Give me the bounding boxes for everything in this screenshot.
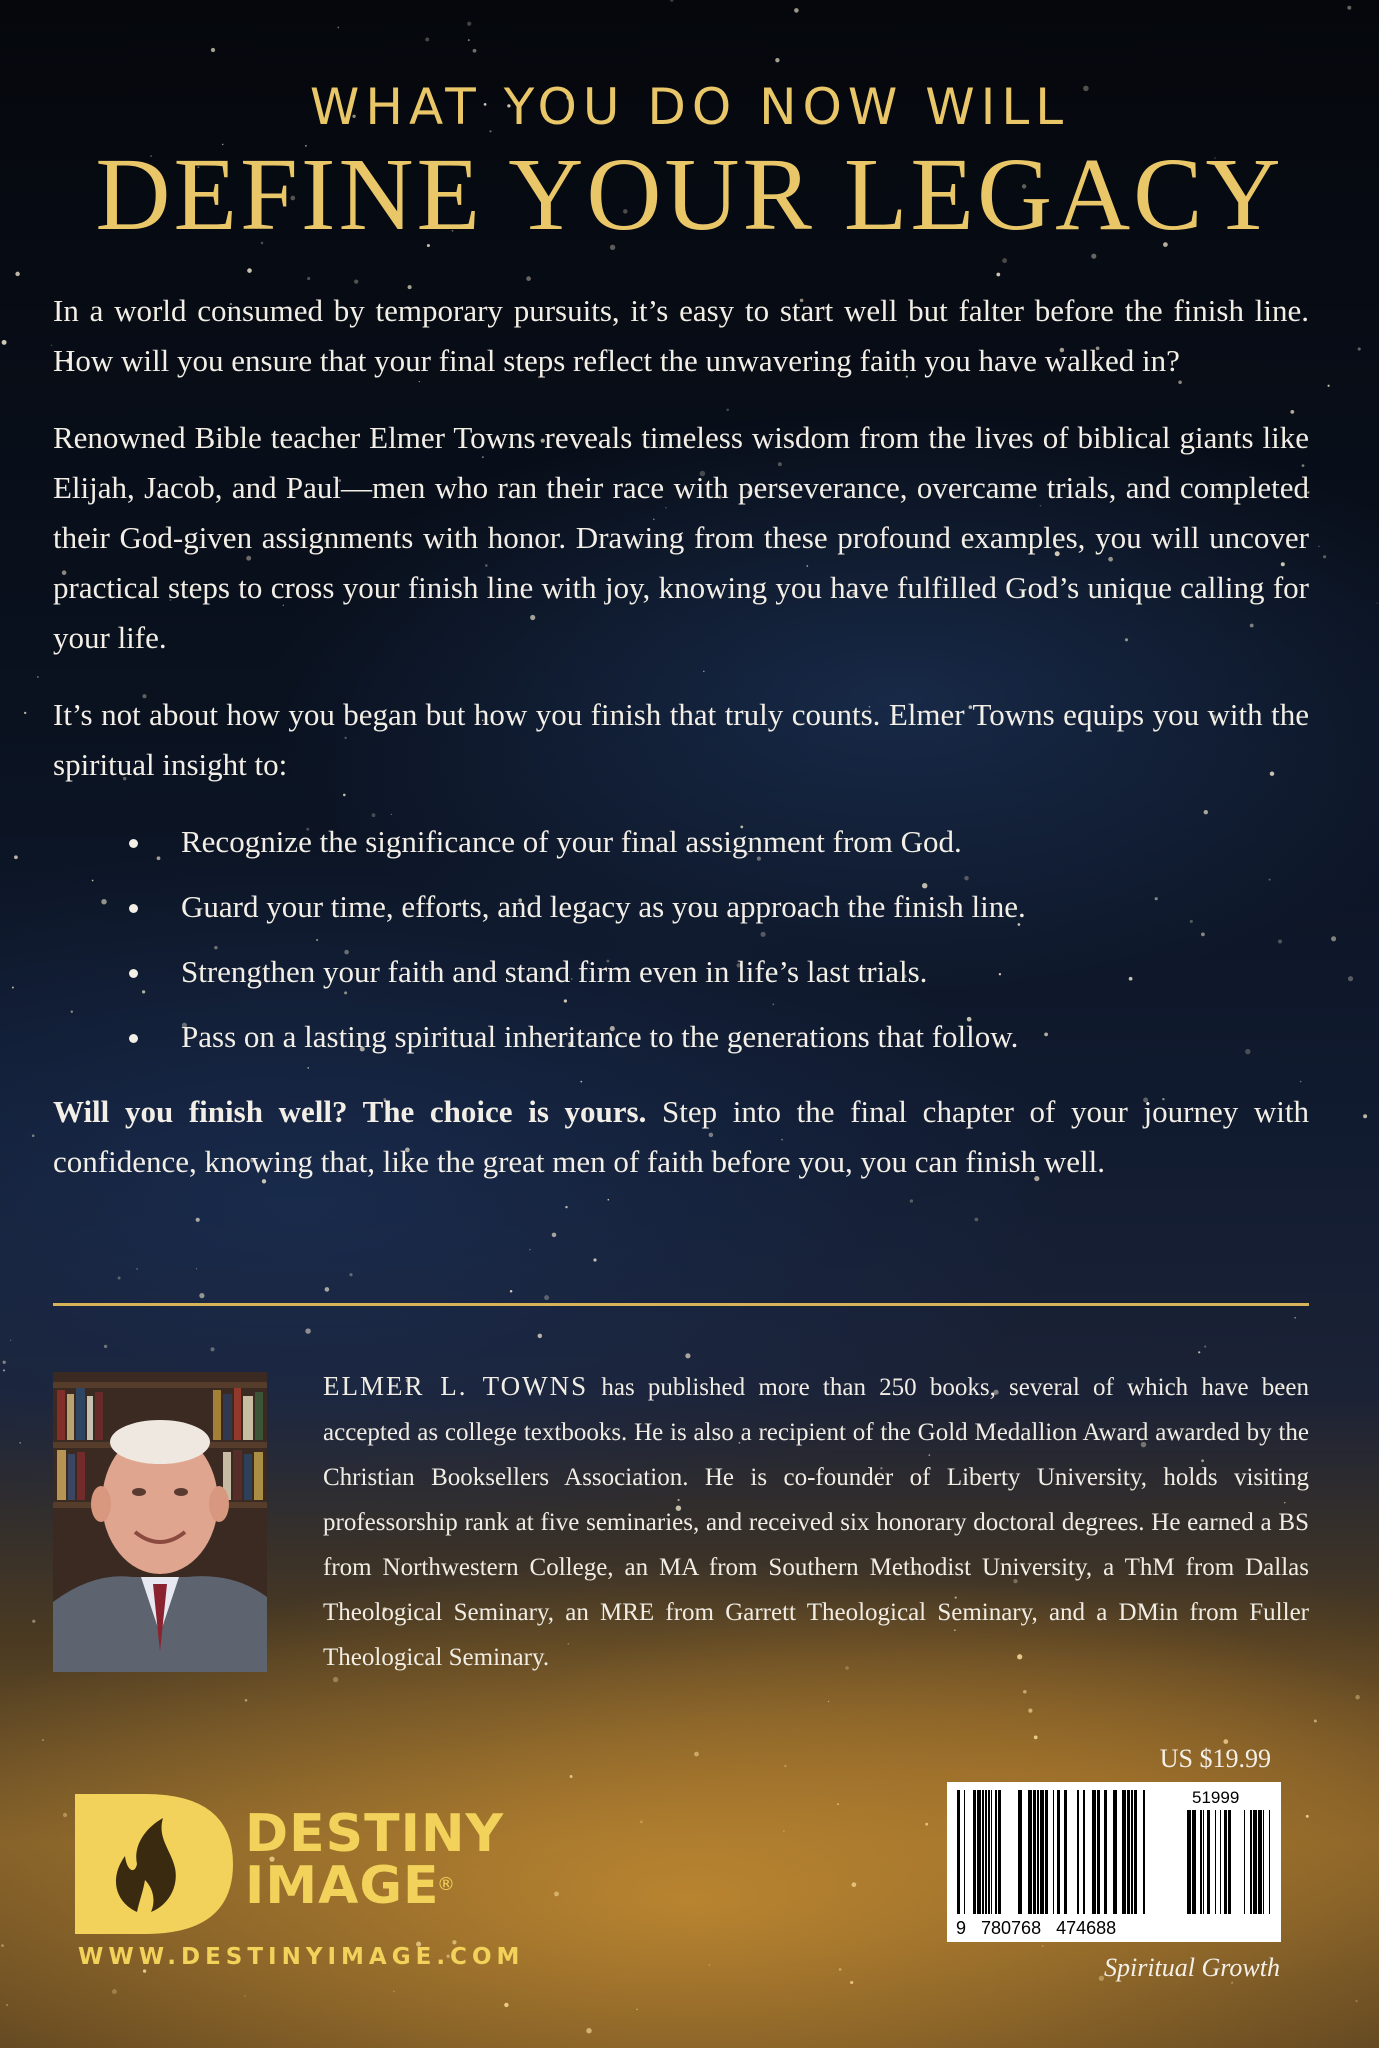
list-item: Guard your time, efforts, and legacy as you approach the finish line. bbox=[53, 882, 1309, 932]
author-bio-text: has published more than 250 books, several of which have been accepted as college textbooks. He is also a recipient of the Gold Medallion Award awarded by the Christian Booksellers Association. He is co-founder of Liberty University, holds visiting professorship rank at five seminaries, and received six honorary doctoral degrees. He earned a BS from Northwestern College, an MA from Southern Methodist University, a ThM from Dallas Theological Seminary, an MRE from Garrett Theological Seminary, and a DMin from Fuller Theological Seminary. bbox=[323, 1374, 1309, 1671]
insight-list bbox=[53, 817, 1309, 1062]
gold-divider bbox=[53, 1303, 1309, 1306]
registered-mark: ® bbox=[437, 1874, 455, 1895]
headline-line-2: DEFINE YOUR LEGACY bbox=[95, 137, 1284, 252]
list-item: Recognize the significance of your final assignment from God. bbox=[53, 817, 1309, 867]
barcode-isbn-digits: 9 780768 474688 bbox=[956, 1918, 1117, 1938]
destiny-image-logo-mark bbox=[75, 1794, 235, 1939]
price-label: US $19.99 bbox=[1159, 1744, 1271, 1773]
author-photo bbox=[53, 1372, 267, 1672]
list-item: Strengthen your faith and stand firm even in life’s last trials. bbox=[53, 947, 1309, 997]
barcode-price-code: 51999 bbox=[1192, 1788, 1240, 1807]
publisher-url: WWW.DESTINYIMAGE.COM bbox=[78, 1944, 525, 1970]
closing-text: Step into the final chapter of your journey with confidence, knowing that, like the great men of faith before you, you can finish well. bbox=[53, 1094, 1309, 1179]
headline-line-1: WHAT YOU DO NOW WILL bbox=[309, 78, 1070, 136]
author-name: ELMER L. TOWNS bbox=[323, 1371, 589, 1401]
isbn-barcode bbox=[947, 1782, 1281, 1942]
closing-paragraph bbox=[53, 1087, 1309, 1187]
closing-bold: Will you finish well? The choice is yours. bbox=[53, 1094, 647, 1129]
barcode-addon-bars bbox=[1187, 1810, 1270, 1914]
blurb-paragraph-3: It’s not about how you began but how you finish that truly counts. Elmer Towns equips you with the spiritual insight to: bbox=[53, 697, 1309, 782]
publisher-name-line-1: DESTINY bbox=[245, 1804, 505, 1864]
blurb bbox=[53, 286, 1309, 1214]
publisher-name-line-2: IMAGE bbox=[245, 1856, 440, 1916]
list-item: Pass on a lasting spiritual inheritance to the generations that follow. bbox=[53, 1012, 1309, 1062]
blurb-paragraph-2: Renowned Bible teacher Elmer Towns reveals timeless wisdom from the lives of biblical giants like Elijah, Jacob, and Paul—men who ran their race with perseverance, overcame trials, and completed their God-given assignments with honor. Drawing from these profound examples, you will uncover practical steps to cross your finish line with joy, knowing you have fulfilled God’s unique calling for your life. bbox=[53, 420, 1309, 655]
publisher-name bbox=[245, 1804, 505, 1916]
blurb-paragraph-1: In a world consumed by temporary pursuits, it’s easy to start well but falter before the finish line. How will you ensure that your final steps reflect the unwavering faith you have walked in? bbox=[53, 293, 1309, 378]
barcode-bars bbox=[957, 1790, 1145, 1914]
genre-label: Spiritual Growth bbox=[1103, 1953, 1280, 1982]
author-bio bbox=[323, 1364, 1309, 1680]
